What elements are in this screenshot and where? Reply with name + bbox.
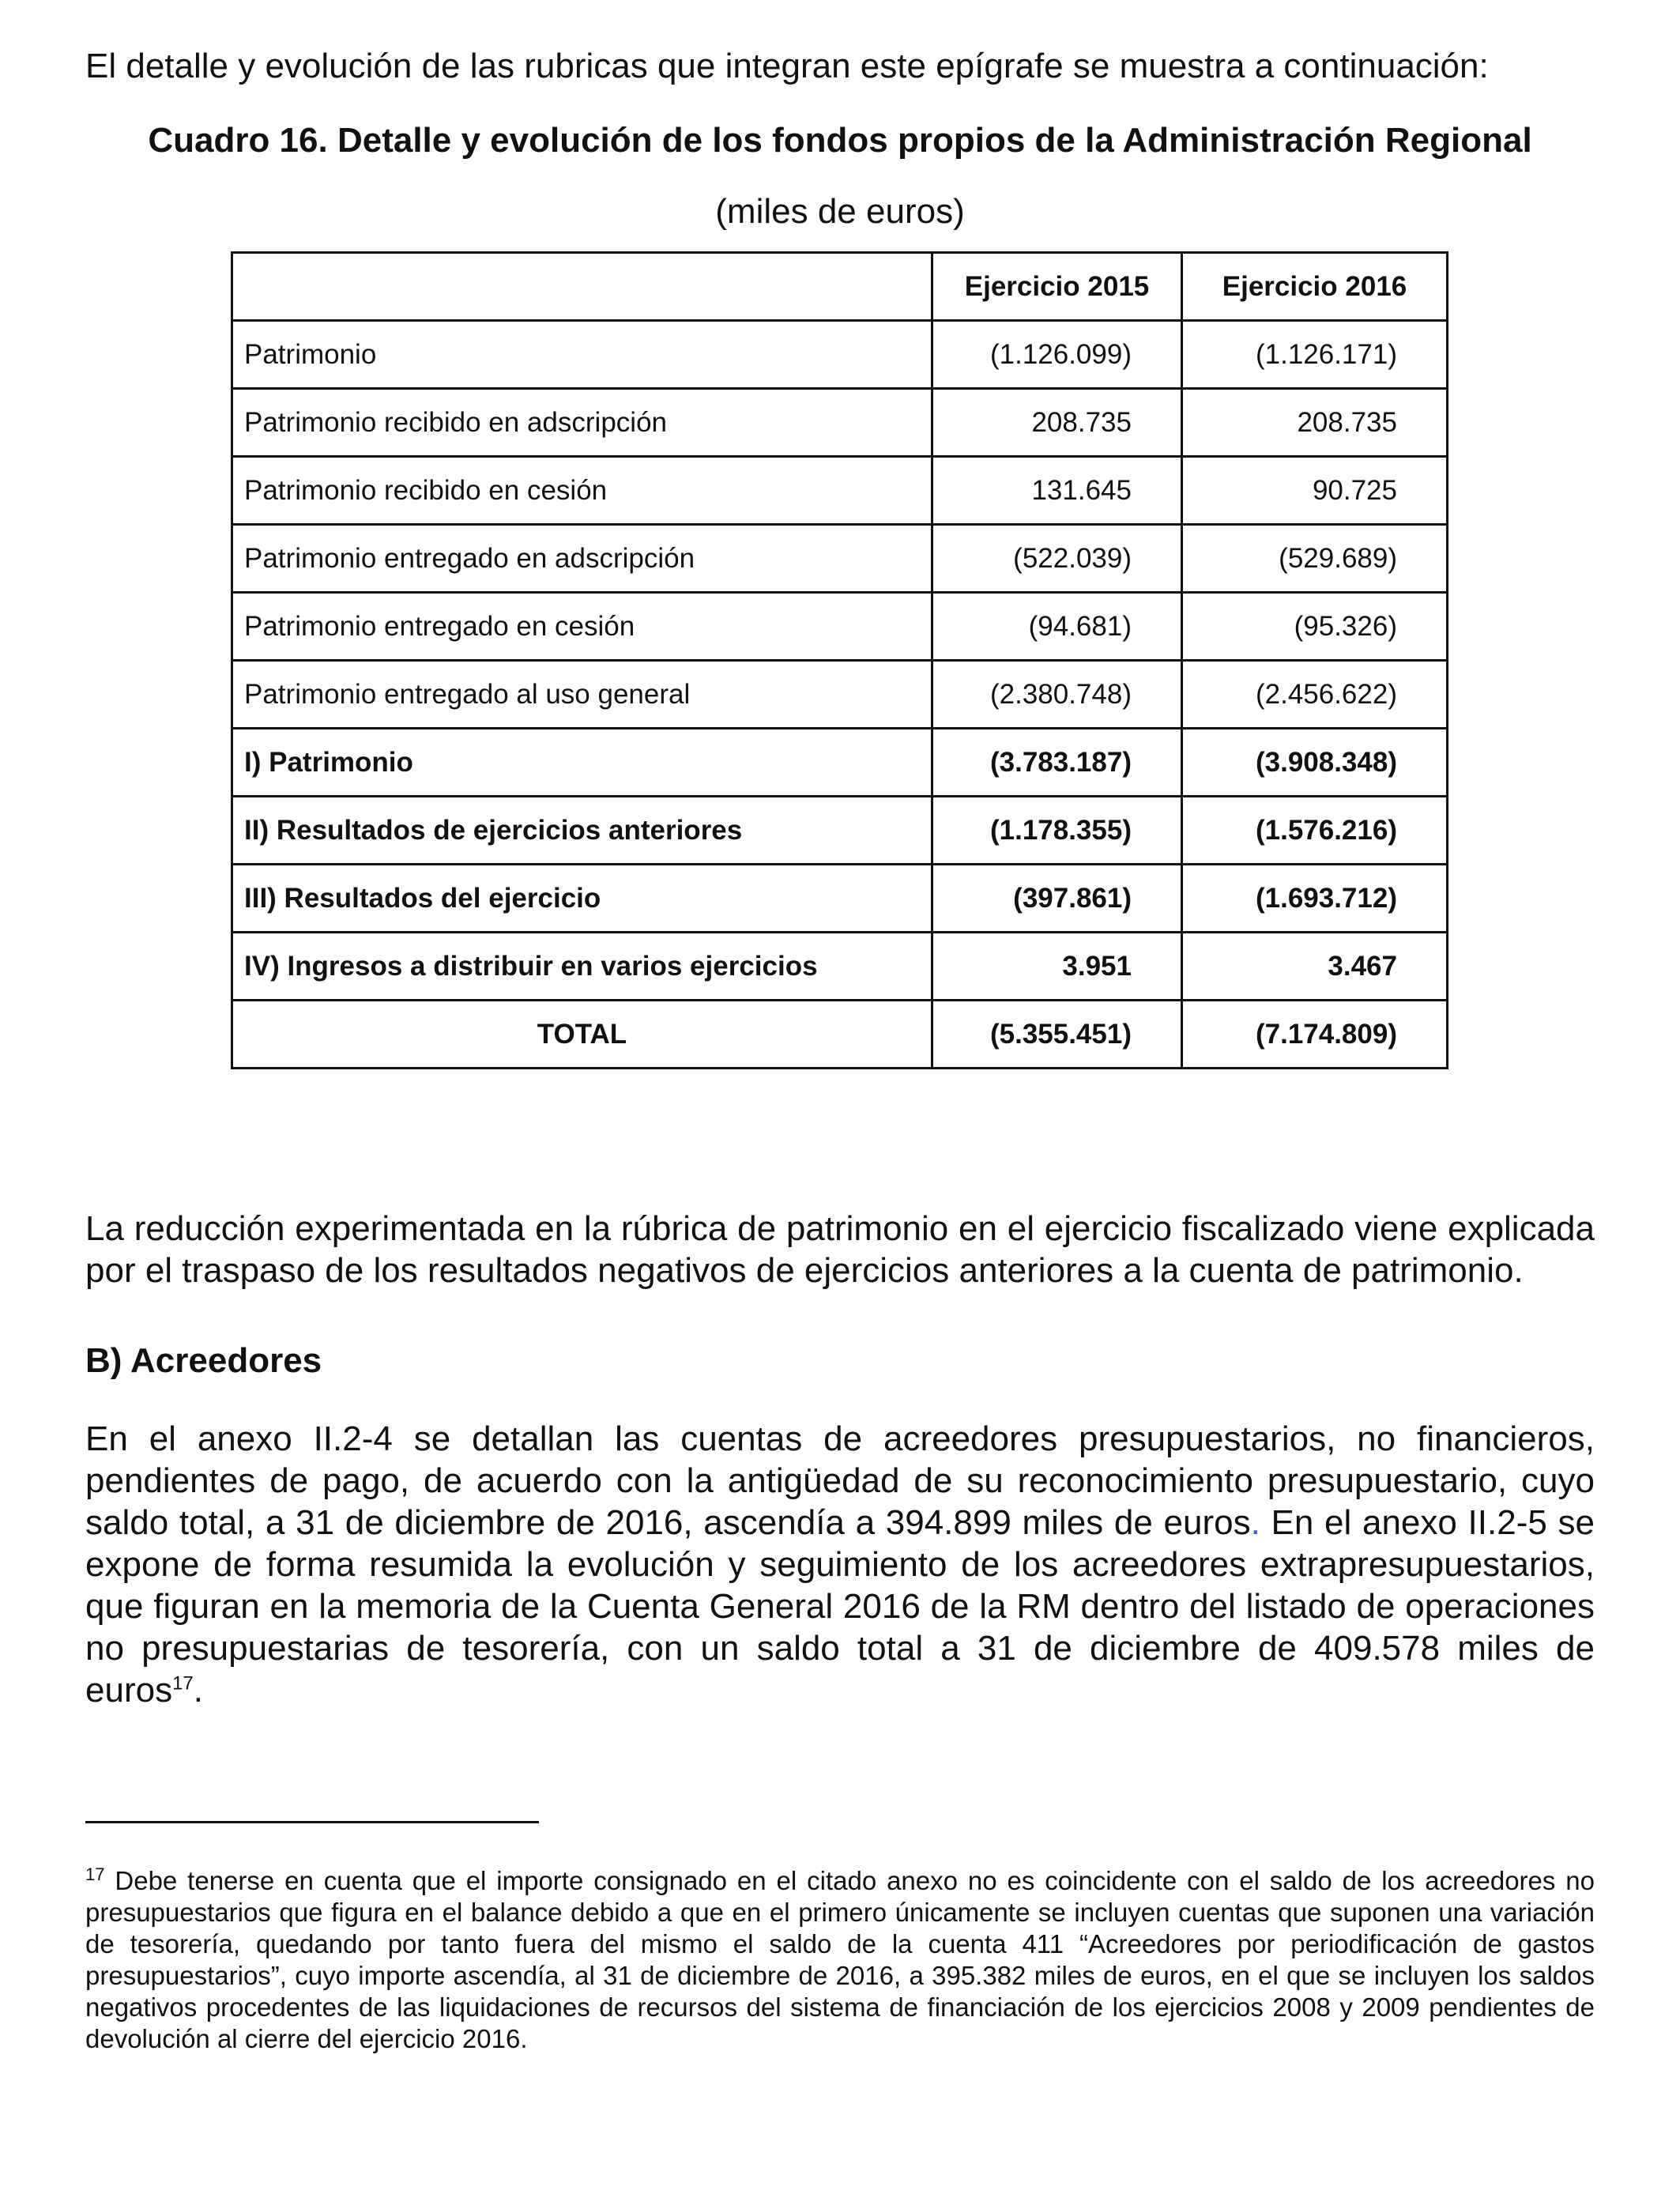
explanation-paragraph: La reducción experimentada en la rúbrica de patrimonio en el ejercicio fiscalizado viene explicada por el traspaso de los resultados negativos de ejercicios anteriores a la cuenta de patrimonio. — [85, 1209, 1595, 1290]
section-heading-acreedores: B) Acreedores — [85, 1341, 322, 1380]
value-2016: 208.735 — [1182, 389, 1448, 457]
header-2015: Ejercicio 2015 — [932, 253, 1182, 321]
acreedores-text-part2: En el anexo II.2-5 se expone de forma resumida la evolución y seguimiento de los acreedores extrapresupuestarios, que figuran en la memoria de la Cuenta General 2016 de la RM dentro del listado de operaciones no presupuestarias de tesorería, con un saldo total a 31 de diciembre de 409.578 miles de euros — [85, 1503, 1595, 1710]
row-label: Patrimonio recibido en cesión — [232, 457, 932, 525]
acreedores-text-end: . — [193, 1671, 204, 1710]
acreedores-blue-dot: . — [1250, 1503, 1260, 1542]
value-2015: 208.735 — [932, 389, 1182, 457]
table-row — [232, 525, 1448, 593]
table-row — [232, 321, 1448, 389]
table-row-subtotal — [232, 865, 1448, 933]
table-subtitle: (miles de euros) — [715, 192, 965, 231]
header-label — [232, 253, 932, 321]
value-2016: (3.908.348) — [1182, 729, 1448, 797]
acreedores-paragraph — [85, 1418, 1595, 1711]
value-2016: (95.326) — [1182, 593, 1448, 661]
total-label: TOTAL — [232, 1001, 932, 1069]
value-2016: 90.725 — [1182, 457, 1448, 525]
value-2016: (1.126.171) — [1182, 321, 1448, 389]
footnote-text: Debe tenerse en cuenta que el importe consignado en el citado anexo no es coincidente con el saldo de los acreedores no presupuestarios que figura en el balance debido a que en el primero únicamente se incluyen cuentas que suponen una variación de tesorería, quedando por tanto fuera del mismo el saldo de la cuenta 411 “Acreedores por periodificación de gastos presupuestarios”, cuyo importe ascendía, al 31 de diciembre de 2016, a 395.382 miles de euros, en el que se incluyen los saldos negativos procedentes de las liquidaciones de recursos del sistema de financiación de los ejercicios 2008 y 2009 pendientes de devolución al cierre del ejercicio 2016. — [85, 1866, 1595, 2053]
value-2015: 131.645 — [932, 457, 1182, 525]
table-title: Cuadro 16. Detalle y evolución de los fondos propios de la Administración Regional — [148, 121, 1532, 160]
table-header-row — [232, 253, 1448, 321]
value-2015: (1.126.099) — [932, 321, 1182, 389]
footnote-reference[interactable]: 17 — [172, 1672, 194, 1695]
footnote — [85, 1865, 1595, 2055]
row-label: II) Resultados de ejercicios anteriores — [232, 797, 932, 865]
row-label: Patrimonio — [232, 321, 932, 389]
row-label: I) Patrimonio — [232, 729, 932, 797]
footnote-separator — [85, 1821, 539, 1823]
value-2015: (3.783.187) — [932, 729, 1182, 797]
value-2015: (1.178.355) — [932, 797, 1182, 865]
value-2016: (529.689) — [1182, 525, 1448, 593]
table-row — [232, 661, 1448, 729]
value-2015: (522.039) — [932, 525, 1182, 593]
table-row — [232, 457, 1448, 525]
acreedores-text-part1: En el anexo II.2-4 se detallan las cuentas de acreedores presupuestarios, no financieros, pendientes de pago, de acuerdo con la antigüedad de su reconocimiento presupuestario, cuyo saldo total, a 31 de diciembre de 2016, ascendía a 394.899 miles de euros — [85, 1419, 1595, 1542]
table-row — [232, 593, 1448, 661]
funds-table — [231, 251, 1448, 1069]
row-label: III) Resultados del ejercicio — [232, 865, 932, 933]
table-row-total — [232, 1001, 1448, 1069]
table-row-subtotal — [232, 933, 1448, 1001]
value-2016: (1.576.216) — [1182, 797, 1448, 865]
value-2015: 3.951 — [932, 933, 1182, 1001]
value-2016: 3.467 — [1182, 933, 1448, 1001]
row-label: Patrimonio entregado en adscripción — [232, 525, 932, 593]
value-2015: (397.861) — [932, 865, 1182, 933]
header-2016: Ejercicio 2016 — [1182, 253, 1448, 321]
row-label: IV) Ingresos a distribuir en varios ejercicios — [232, 933, 932, 1001]
row-label: Patrimonio entregado al uso general — [232, 661, 932, 729]
row-label: Patrimonio entregado en cesión — [232, 593, 932, 661]
total-2015: (5.355.451) — [932, 1001, 1182, 1069]
row-label: Patrimonio recibido en adscripción — [232, 389, 932, 457]
footnote-number: 17 — [85, 1864, 105, 1884]
value-2016: (2.456.622) — [1182, 661, 1448, 729]
total-2016: (7.174.809) — [1182, 1001, 1448, 1069]
table-row-subtotal — [232, 729, 1448, 797]
value-2015: (94.681) — [932, 593, 1182, 661]
value-2015: (2.380.748) — [932, 661, 1182, 729]
table-row-subtotal — [232, 797, 1448, 865]
table-row — [232, 389, 1448, 457]
value-2016: (1.693.712) — [1182, 865, 1448, 933]
intro-text: El detalle y evolución de las rubricas que integran este epígrafe se muestra a continuación: — [85, 47, 1489, 85]
